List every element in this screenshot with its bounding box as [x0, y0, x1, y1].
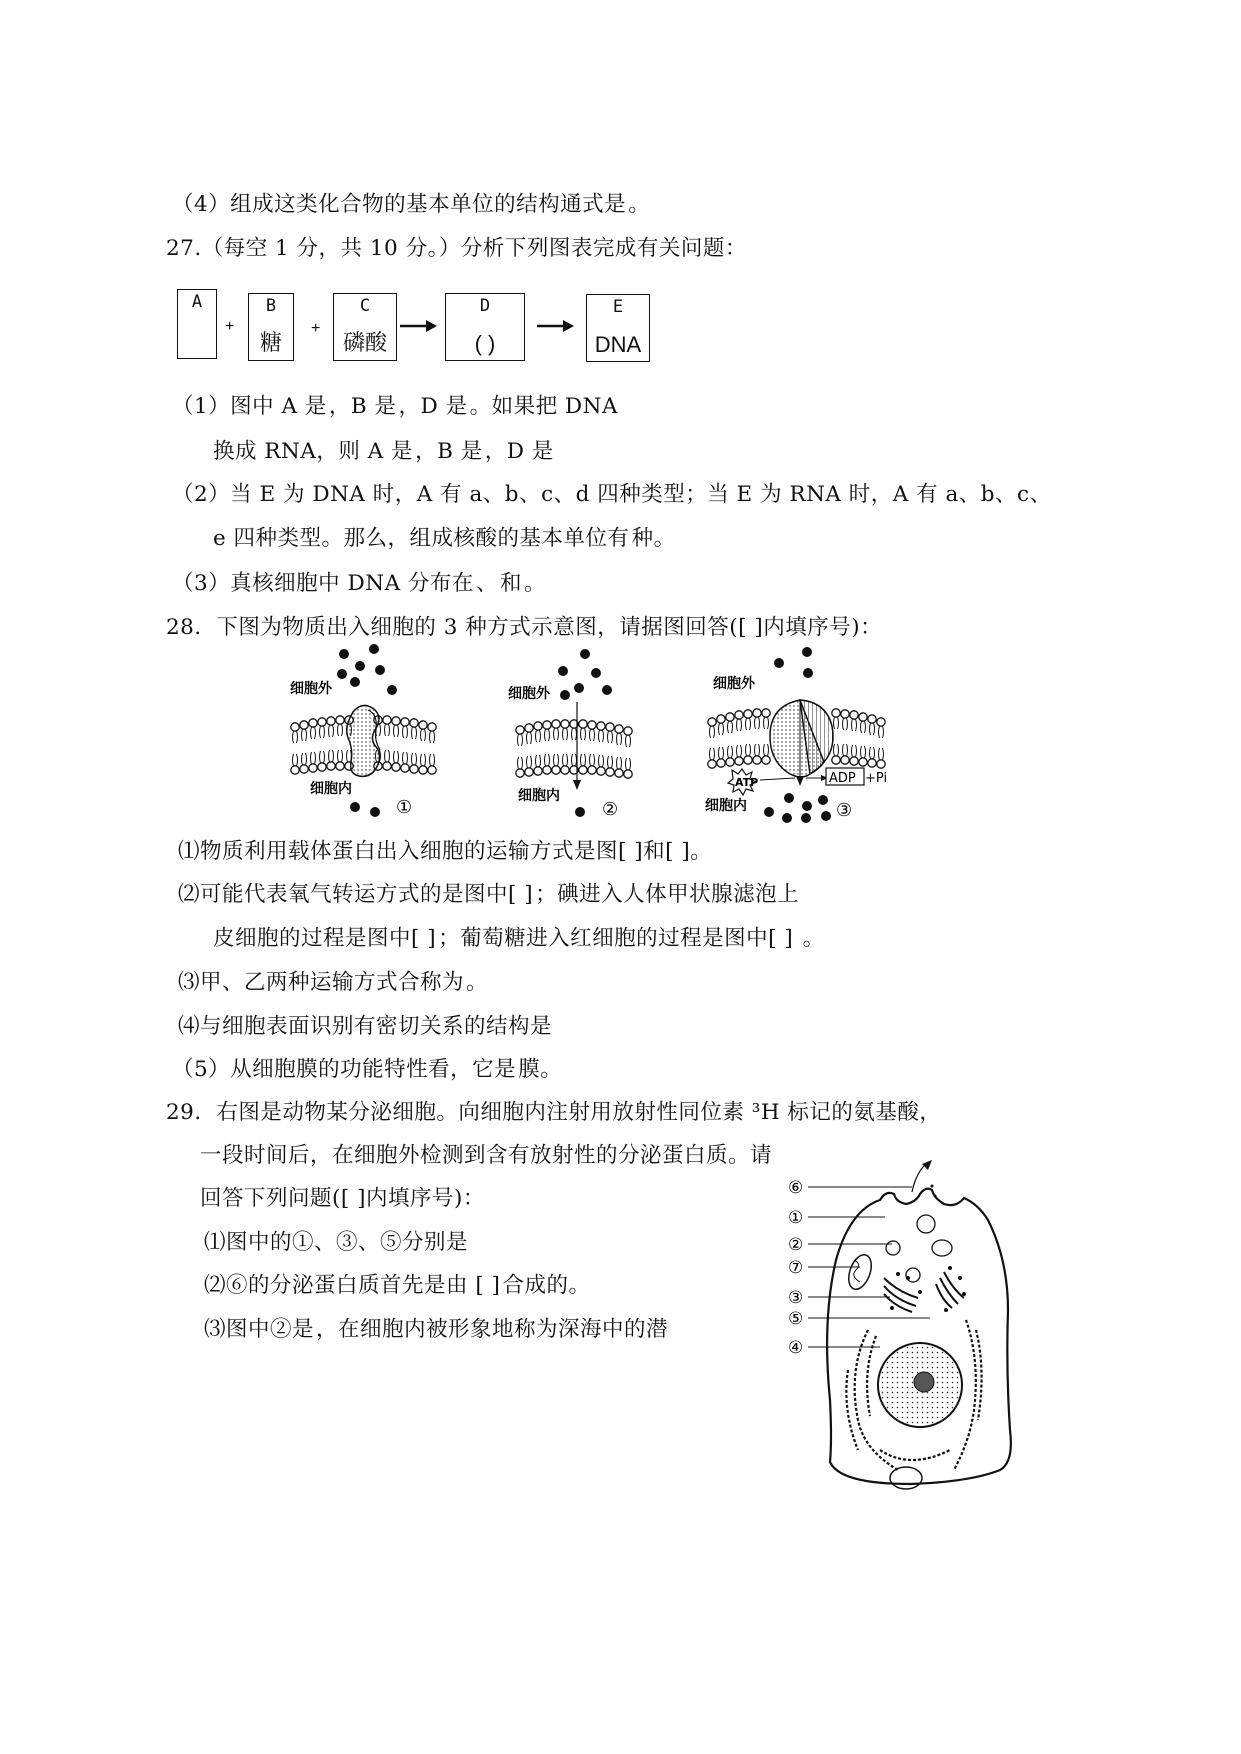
q28-item4 [178, 1012, 554, 1042]
figure-num-1: ① [396, 797, 413, 818]
arrow-icon [398, 318, 438, 334]
panel-1 [290, 644, 436, 818]
text: ⑶甲、乙两种运输方式合称为 [178, 970, 465, 995]
q28-item1: ⑴物质利用载体蛋白出入细胞的运输方式是图[ ]和[ ]。 [178, 839, 713, 864]
q29-item3 [204, 1315, 668, 1345]
pi-label: +Pi [865, 771, 888, 786]
text: ，D 是 [398, 394, 468, 419]
box-d [445, 293, 525, 361]
q28-item2-cont [213, 924, 825, 954]
box-a-label: A [191, 292, 203, 312]
label-4: ④ [788, 1338, 804, 1358]
label-3: ③ [788, 1288, 804, 1308]
q27-header: 27.（每空 1 分，共 10 分。）分析下列图表完成有关问题： [166, 236, 747, 261]
outside-label: 细胞外 [713, 676, 755, 692]
box-c [333, 293, 397, 361]
plus-sign: + [225, 318, 235, 335]
outside-label: 细胞外 [290, 681, 332, 697]
q27-item3 [172, 569, 546, 599]
box-b-text: 糖 [259, 330, 282, 355]
text: 。 [466, 970, 489, 995]
text: （1）图中 A 是 [172, 394, 327, 419]
box-c-label: C [359, 296, 371, 316]
text: ，在细胞内被形象地称为深海中的潜 [316, 1317, 669, 1342]
plus-sign: + [311, 320, 321, 337]
figure-num-2: ② [602, 799, 619, 820]
box-d-label: D [479, 296, 491, 316]
text: ，B 是 [415, 439, 483, 464]
text: 膜。 [518, 1057, 563, 1082]
text: ⑷与细胞表面识别有密切关系的结构是 [178, 1014, 553, 1039]
text: 和 [499, 571, 522, 596]
text: ⑵可能代表氧气转运方式的是图中[ ] [178, 882, 534, 907]
q28-item2 [178, 880, 799, 910]
box-e-text: DNA [594, 332, 642, 357]
q26-item4-end: 。 [628, 192, 651, 217]
q27-item2: （2）当 E 为 DNA 时，A 有 a、b、c、d 四种类型；当 E 为 RNA 时，A 有 a、b、c、 [172, 482, 1052, 507]
box-b [248, 293, 294, 361]
text: ，B 是 [328, 394, 397, 419]
secretory-cell-figure [780, 1160, 1030, 1510]
box-a [177, 289, 217, 359]
atp-label: ATP [735, 776, 759, 789]
text: ⑵⑥的分泌蛋白质首先是由 [ ] [204, 1273, 501, 1298]
q29-item2 [204, 1271, 590, 1301]
q29-header: 29．右图是动物某分泌细胞。向细胞内注射用放射性同位素 ³H 标记的氨基酸， [166, 1100, 942, 1125]
adp-label: ADP [829, 771, 856, 786]
text: ⑴图中的①、③、⑤分别是 [204, 1230, 469, 1255]
q27-item1 [172, 392, 618, 422]
text: 。 [523, 571, 546, 596]
q27-item2-cont [213, 524, 676, 554]
inside-label: 细胞内 [705, 798, 747, 814]
box-e-label: E [612, 297, 624, 317]
label-7: ⑦ [788, 1258, 804, 1278]
q29-item1 [204, 1228, 524, 1258]
text: 换成 RNA，则 A 是 [213, 439, 414, 464]
label-5: ⑤ [788, 1309, 804, 1329]
text: ；葡萄糖进入红细胞的过程是图中[ ] [438, 926, 794, 951]
q26-item4-text: （4）组成这类化合物的基本单位的结构通式是 [172, 192, 627, 217]
inside-label: 细胞内 [518, 788, 560, 804]
panel-2 [508, 649, 632, 820]
arrow-icon [535, 318, 575, 334]
label-1: ① [788, 1208, 804, 1228]
q27-item1-cont [213, 437, 556, 467]
text: ，D 是 [484, 439, 554, 464]
q28-header: 28．下图为物质出入细胞的 3 种方式示意图，请据图回答([ ]内填序号)： [166, 615, 883, 640]
membrane-transport-figure [280, 640, 900, 835]
text: 合成的。 [502, 1273, 591, 1298]
q29-line2: 一段时间后，在细胞外检测到含有放射性的分泌蛋白质。请 [200, 1143, 773, 1168]
box-b-label: B [265, 296, 277, 316]
text: 种。 [631, 526, 676, 551]
box-d-text: ( ) [474, 331, 496, 356]
box-e [586, 294, 650, 362]
q28-item3 [178, 968, 488, 998]
text: e 四种类型。那么，组成核酸的基本单位有 [213, 526, 630, 551]
q26-item4 [172, 190, 650, 220]
text: 。如果把 DNA [469, 394, 619, 419]
label-2: ② [788, 1235, 804, 1255]
box-c-text: 磷酸 [342, 330, 387, 355]
text: （3）真核细胞中 DNA 分布在 [172, 571, 474, 596]
q28-item5 [172, 1055, 562, 1085]
text: 。 [795, 926, 825, 951]
inside-label: 细胞内 [310, 781, 352, 797]
outside-label: 细胞外 [508, 686, 550, 702]
label-6: ⑥ [788, 1178, 804, 1198]
text: ⑶图中②是 [204, 1317, 315, 1342]
q29-line3: 回答下列问题([ ]内填序号)： [200, 1186, 485, 1211]
text: （5）从细胞膜的功能特性看，它是 [172, 1057, 517, 1082]
text: ；碘进入人体甲状腺滤泡上 [535, 882, 800, 907]
figure-num-3: ③ [836, 800, 853, 821]
panel-3 [705, 647, 887, 823]
text: 皮细胞的过程是图中[ ] [213, 926, 437, 951]
text: 、 [475, 571, 498, 596]
